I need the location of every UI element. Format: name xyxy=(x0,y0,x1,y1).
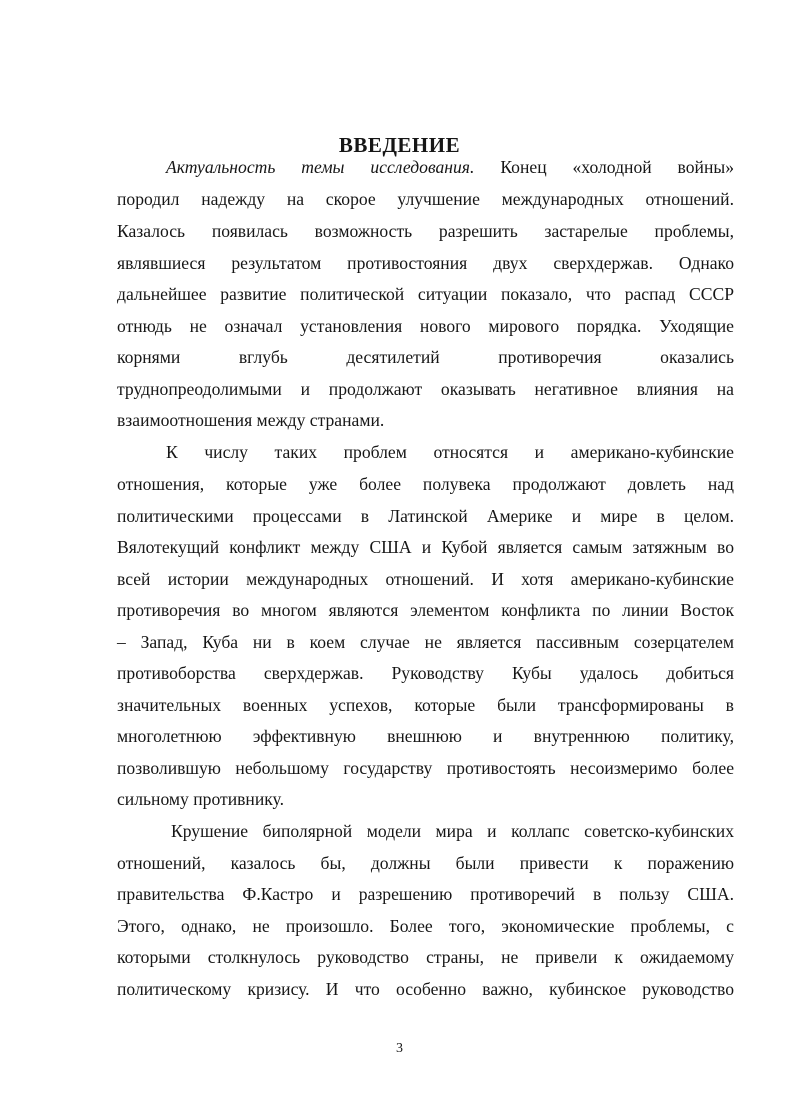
text-line: корнями вглубь десятилетий противоречия оказались xyxy=(117,347,734,367)
text-line-1-rest: Конец «холодной войны» xyxy=(500,157,734,177)
text-line: правительства Ф.Кастро и разрешению противоречий в пользу США. xyxy=(117,884,734,904)
page-number: 3 xyxy=(396,1041,403,1056)
text-line: Крушение биполярной модели мира и коллапс советско-кубинских xyxy=(171,821,734,841)
page-title: ВВЕДЕНИЕ xyxy=(338,133,461,157)
text-line: К числу таких проблем относятся и американо-кубинские xyxy=(166,442,734,462)
text-line: отношения, которые уже более полувека продолжают довлеть над xyxy=(117,474,734,494)
text-line: породил надежду на скорое улучшение международных отношений. xyxy=(117,189,734,209)
text-line: дальнейшее развитие политической ситуации показало, что распад СССР xyxy=(117,284,734,304)
text-line: Этого, однако, не произошло. Более того, экономические проблемы, с xyxy=(117,916,734,936)
text-line: многолетнюю эффективную внешнюю и внутреннюю политику, xyxy=(117,726,734,746)
text-line: взаимоотношения между странами. xyxy=(117,410,385,430)
text-line: политическому кризису. И что особенно важно, кубинское руководство xyxy=(117,979,734,999)
text-line: значительных военных успехов, которые были трансформированы в xyxy=(117,695,734,715)
text-line: труднопреодолимыми и продолжают оказывать негативное влияния на xyxy=(117,379,734,399)
text-line: отношений, казалось бы, должны были привести к поражению xyxy=(117,853,734,873)
text-line: сильному противнику. xyxy=(117,789,284,809)
text-line: всей истории международных отношений. И хотя американо-кубинские xyxy=(117,569,734,589)
text-line: политическими процессами в Латинской Америке и мире в целом. xyxy=(117,506,734,526)
text-line-1 xyxy=(166,156,734,178)
text-line: Казалось появилась возможность разрешить застарелые проблемы, xyxy=(117,221,734,241)
text-line: противоречия во многом являются элементом конфликта по линии Восток xyxy=(117,600,734,620)
text-line: противоборства сверхдержав. Руководству Кубы удалось добиться xyxy=(117,663,734,683)
text-line: являвшиеся результатом противостояния двух сверхдержав. Однако xyxy=(117,253,734,273)
italic-heading: Актуальность темы исследования. xyxy=(166,157,475,177)
text-line: которыми столкнулось руководство страны, не привели к ожидаемому xyxy=(117,947,734,967)
text-line: Вялотекущий конфликт между США и Кубой является самым затяжным во xyxy=(117,537,734,557)
text-line: позволившую небольшому государству противостоять несоизмеримо более xyxy=(117,758,734,778)
text-line: – Запад, Куба ни в коем случае не является пассивным созерцателем xyxy=(117,632,734,652)
text-line: отнюдь не означал установления нового мирового порядка. Уходящие xyxy=(117,316,734,336)
